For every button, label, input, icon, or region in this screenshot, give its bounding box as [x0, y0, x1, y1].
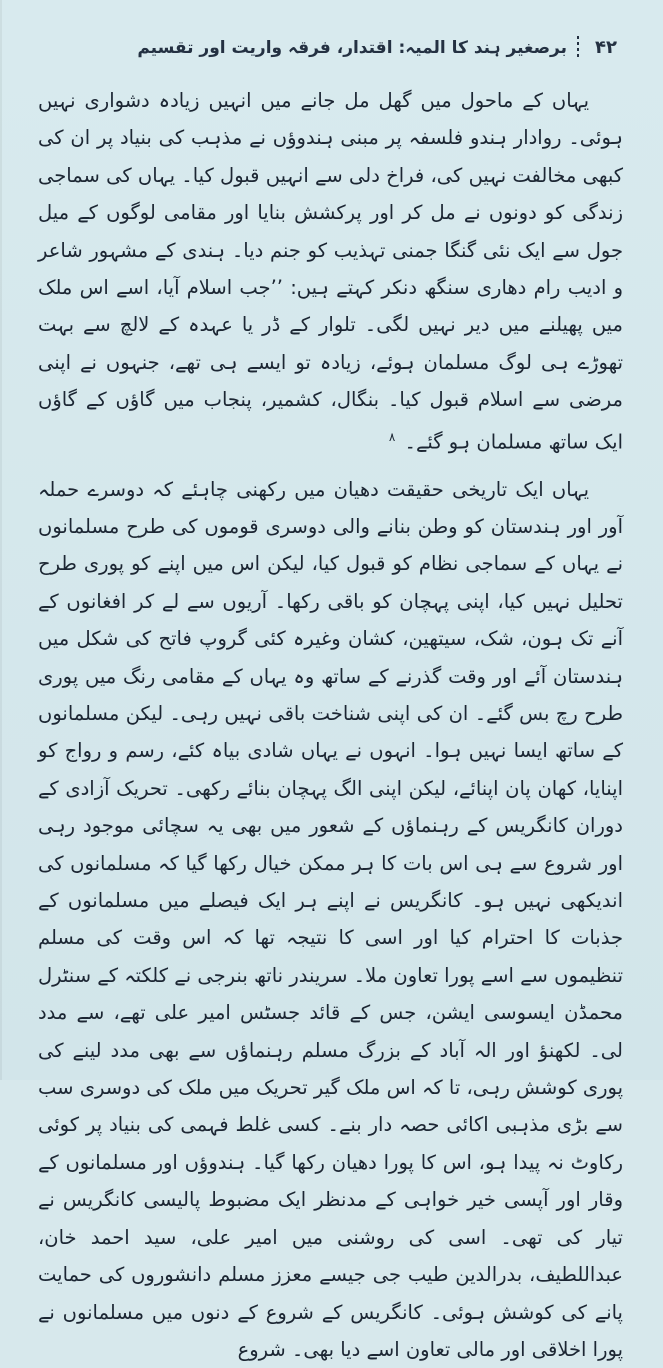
page-spine [0, 0, 2, 1080]
paragraph-text: یہاں کے ماحول میں گھل مل جانے میں انہیں زیادہ دشواری نہیں ہوئی۔ روادار ہندو فلسفہ پر مبنی ہندوؤں نے مذہب کی بنیاد پر ان کی کبھی مخالفت نہیں کی، فراخ دلی سے انہیں قبول کیا۔ یہاں کی سماجی زندگی کو دونوں نے مل کر اور پرکشش بنایا اور مقامی لوگوں کے میل جول سے ایک نئی گنگا جمنی تہذیب کو جنم دیا۔ ہندی کے مشہور شاعر و ادیب رام دھاری سنگھ دنکر کہتے ہیں: ’’جب اسلام آیا، اسے اس ملک میں پھیلنے میں دیر نہیں لگی۔ تلوار کے ڈر یا عہدہ کے لالچ سے بہت تھوڑے ہی لوگ مسلمان ہوئے، زیادہ تو ایسے ہی تھے، جنہوں نے اپنی مرضی سے اسلام قبول کیا۔ بنگال، کشمیر، پنجاب میں گاؤں کے گاؤں ایک ساتھ مسلمان ہو گئے۔ [38, 89, 623, 454]
page-content [38, 82, 623, 1368]
page-number: ۴۲ [595, 36, 617, 58]
page-header [38, 30, 623, 64]
paragraph-1 [38, 82, 623, 461]
running-title: برصغیر ہند کا المیہ: اقتدار، فرقہ واریت اور تقسیم [137, 37, 567, 58]
header-separator [577, 36, 579, 58]
paragraph-text: یہاں ایک تاریخی حقیقت دھیان میں رکھنی چاہئے کہ دوسرے حملہ آور اور ہندستان کو وطن بنانے والی دوسری قوموں کی طرح مسلمانوں نے یہاں کے سماجی نظام کو قبول کیا، لیکن اس میں اپنے کو پوری طرح تحلیل نہیں کیا، اپنی پہچان کو باقی رکھا۔ آریوں سے لے کر افغانوں کے آنے تک ہون، شک، سیتھین، کشان وغیرہ کئی گروپ فاتح کی شکل میں ہندستان آئے اور وقت گذرنے کے ساتھ وہ یہاں کے مقامی رنگ میں پوری طرح رچ بس گئے۔ ان کی اپنی شناخت باقی نہیں رہی۔ لیکن مسلمانوں کے ساتھ ایسا نہیں ہوا۔ انہوں نے یہاں شادی بیاہ کئے، رسم و رواج کو اپنایا، کھان پان اپنائے، لیکن اپنی الگ پہچان بنائے رکھی۔ تحریک آزادی کے دوران کانگریس کے رہنماؤں کے شعور میں بھی یہ سچائی موجود رہی اور شروع سے ہی اس بات کا ہر ممکن خیال رکھا گیا کہ مسلمانوں کی اندیکھی نہیں ہو۔ کانگریس نے اپنے ہر ایک فیصلے میں مسلمانوں کے جذبات کا احترام کیا اور اسی کا نتیجہ تھا کہ اس وقت کی مسلم تنظیموں سے اسے پورا تعاون ملا۔ سریندر ناتھ بنرجی نے کلکتہ کے سنٹرل محمڈن ایسوسی ایشن، جس کے قائد جسٹس امیر علی تھے، سے مدد لی۔ لکھنؤ اور الہ آباد کے بزرگ مسلم رہنماؤں سے بھی مدد لینے کی پوری کوشش رہی، تا کہ اس ملک گیر تحریک میں ملک کی دوسری سب سے بڑی مذہبی اکائی حصہ دار بنے۔ کسی غلط فہمی کی بنیاد پر کوئی رکاوٹ نہ پیدا ہو، اس کا پورا دھیان رکھا گیا۔ ہندوؤں اور مسلمانوں کے وقار اور آپسی خیر خواہی کے مدنظر ایک مضبوط پالیسی کانگریس نے تیار کی تھی۔ اسی کی روشنی میں امیر علی، سید احمد خان، عبداللطیف، بدرالدین طیب جی جیسے معزز مسلم دانشوروں کی حمایت پانے کی کوشش ہوئی۔ کانگریس کے شروع کے دنوں میں مسلمانوں نے پورا اخلاقی اور مالی تعاون اسے دیا بھی۔ شروع [38, 477, 623, 1361]
footnote-marker: ۸ [388, 429, 396, 444]
paragraph-2 [38, 471, 623, 1368]
